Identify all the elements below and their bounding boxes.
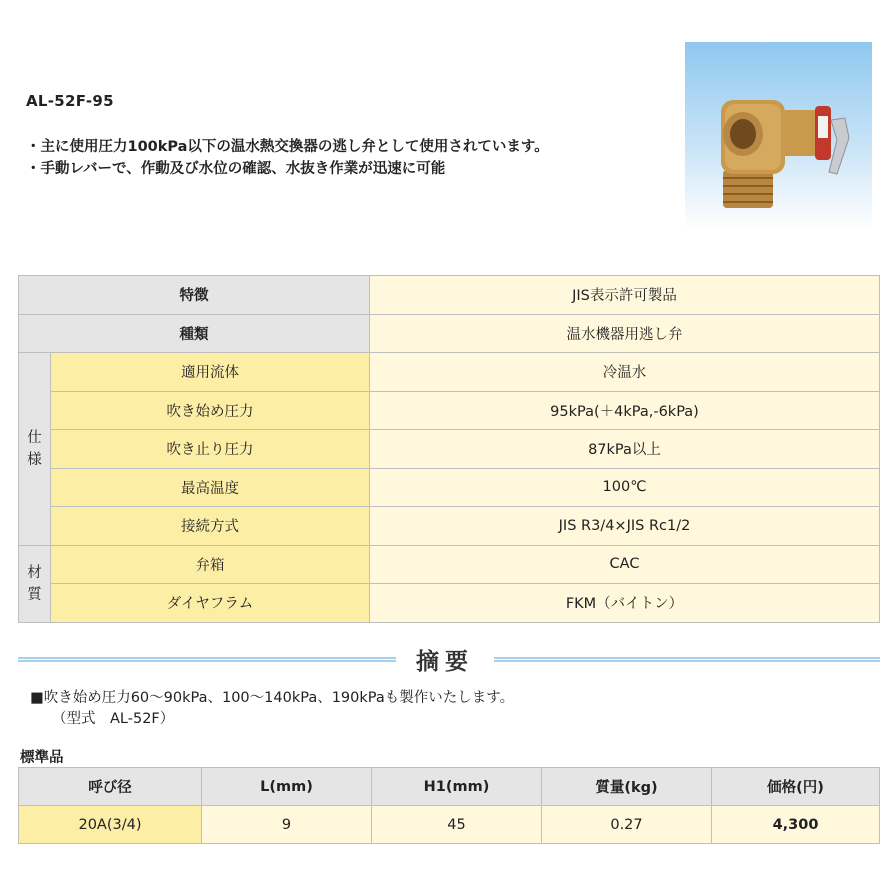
table-row (19, 584, 880, 623)
product-model: AL-52F-95 (26, 92, 114, 110)
spec-table (18, 275, 880, 623)
group-label-text: 材 質 (27, 564, 42, 603)
row-label: 弁箱 (51, 545, 370, 584)
table-row (19, 391, 880, 430)
table-row (19, 430, 880, 469)
column-header: H1(mm) (372, 768, 542, 806)
row-label: 適用流体 (51, 353, 370, 392)
table-cell: 0.27 (542, 806, 712, 844)
row-label: 最高温度 (51, 468, 370, 507)
standard-table (18, 767, 880, 844)
column-header: L(mm) (202, 768, 372, 806)
price-cell: 4,300 (712, 806, 880, 844)
divider (494, 657, 880, 662)
note-line: （型式 AL-52F） (52, 711, 175, 727)
table-row (19, 545, 880, 584)
relief-valve-image (685, 42, 872, 229)
standard-label: 標準品 (20, 750, 64, 766)
summary-note (30, 688, 514, 730)
row-value: 温水機器用逃し弁 (370, 314, 880, 353)
group-label-text: 仕 様 (27, 429, 42, 468)
table-row (19, 314, 880, 353)
group-label-spec (19, 353, 51, 546)
feature-item: ・主に使用圧力100kPa以下の温水熱交換器の逃し弁として使用されています。 (26, 139, 549, 155)
row-value: 87kPa以上 (370, 430, 880, 469)
table-row (19, 806, 880, 844)
row-label: ダイヤフラム (51, 584, 370, 623)
table-row (19, 353, 880, 392)
feature-item: ・手動レバーで、作動及び水位の確認、水抜き作業が迅速に可能 (26, 161, 446, 177)
row-value: FKM（バイトン） (370, 584, 880, 623)
note-line: ■吹き始め圧力60～90kPa、100～140kPa、190kPaも製作いたします。 (30, 690, 515, 706)
row-label: 種類 (19, 314, 370, 353)
table-header-row (19, 768, 880, 806)
row-value: CAC (370, 545, 880, 584)
summary-heading (18, 640, 880, 680)
column-header: 価格(円) (712, 768, 880, 806)
row-value: JIS R3/4×JIS Rc1/2 (370, 507, 880, 546)
group-label-material (19, 545, 51, 622)
table-cell: 45 (372, 806, 542, 844)
table-row (19, 468, 880, 507)
divider (18, 657, 396, 662)
row-label: 吹き止り圧力 (51, 430, 370, 469)
table-cell: 20A(3/4) (19, 806, 202, 844)
feature-list (26, 136, 549, 180)
column-header: 呼び径 (19, 768, 202, 806)
row-value: JIS表示許可製品 (370, 276, 880, 315)
summary-title: 摘要 (416, 649, 474, 675)
table-row (19, 276, 880, 315)
row-value: 冷温水 (370, 353, 880, 392)
row-value: 95kPa(＋4kPa,-6kPa) (370, 391, 880, 430)
product-photo (685, 42, 872, 229)
row-value: 100℃ (370, 468, 880, 507)
row-label: 特徴 (19, 276, 370, 315)
table-cell: 9 (202, 806, 372, 844)
table-row (19, 507, 880, 546)
column-header: 質量(kg) (542, 768, 712, 806)
row-label: 接続方式 (51, 507, 370, 546)
row-label: 吹き始め圧力 (51, 391, 370, 430)
